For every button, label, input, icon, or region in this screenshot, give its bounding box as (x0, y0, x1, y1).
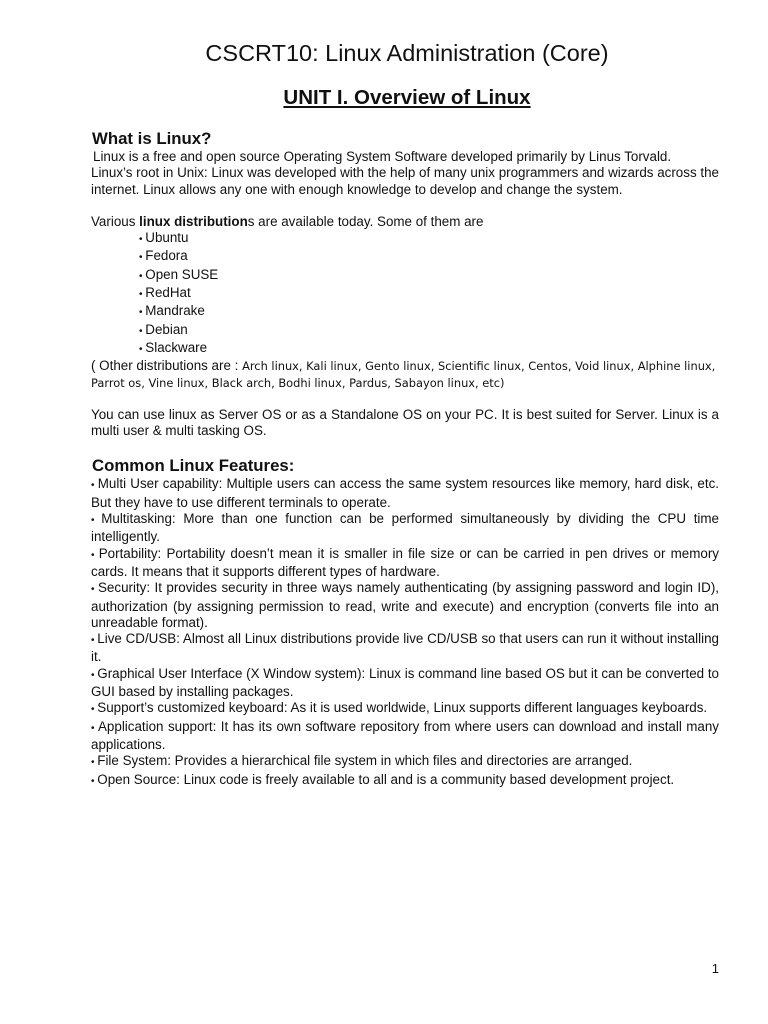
feature-item: • Application support: It has its own software repository from where users can download and install many applications. (91, 719, 719, 754)
feature-item: • Support’s customized keyboard: As it is used worldwide, Linux supports different languages keyboards. (91, 700, 719, 718)
spacer (91, 439, 719, 455)
list-item: • Slackware (139, 340, 719, 358)
distributions-intro (91, 214, 719, 230)
intro-paragraph: Linux is a free and open source Operating System Software developed primarily by Linus Torvald. (93, 149, 672, 164)
other-distributions (91, 358, 719, 391)
feature-item: • Security: It provides security in three ways namely authenticating (by assigning password and login ID), authorization (by assigning permission to read, write and execute) and encryption (converts file into an unreadable format). (91, 580, 719, 631)
content-body (91, 128, 719, 790)
feature-item: • Open Source: Linux code is freely available to all and is a community based development project. (91, 772, 719, 790)
unit-title: UNIT I. Overview of Linux (283, 86, 531, 109)
unix-roots-paragraph: Linux’s root in Unix: Linux was developed with the help of many unix programmers and wizards across the internet. Linux allows any one with enough knowledge to develop and change the system. (91, 165, 719, 197)
list-item: • Mandrake (139, 303, 719, 321)
feature-item: • Portability: Portability doesn’t mean it is smaller in file size or can be carried in pen drives or memory cards. It means that it supports different types of hardware. (91, 546, 719, 581)
other-distributions-list: Arch linux, Kali linux, Gento linux, Scientific linux, Centos, Void linux, Alphine linux, Parrot os, Vine linux, Black arch, Bodhi linux, Pardus, Sabayon linux, etc) (91, 359, 716, 390)
distributions-intro-prefix: Various (91, 213, 140, 229)
distribution-list (91, 230, 719, 358)
list-item: • Open SUSE (139, 267, 719, 285)
section-heading-features: Common Linux Features: (92, 456, 295, 476)
list-item: • Ubuntu (139, 230, 719, 248)
list-item: • Fedora (139, 248, 719, 266)
list-item: • RedHat (139, 285, 719, 303)
server-paragraph: You can use linux as Server OS or as a Standalone OS on your PC. It is best suited for Server. Linux is a multi user & multi tasking OS. (91, 406, 719, 439)
feature-item: • Multi User capability: Multiple users can access the same system resources like memory, hard disk, etc. But they have to use different terminals to operate. (91, 476, 719, 511)
feature-item: • Multitasking: More than one function can be performed simultaneously by dividing the CPU time intelligently. (91, 511, 719, 546)
spacer (91, 391, 719, 407)
page-number: 1 (711, 961, 719, 976)
list-item: • Debian (139, 322, 719, 340)
feature-item: • Graphical User Interface (X Window system): Linux is command line based OS but it can be converted to GUI based by installing packages. (91, 666, 719, 701)
section-heading-what-is-linux: What is Linux? (92, 129, 212, 148)
feature-list (91, 476, 719, 789)
other-distributions-prefix: ( Other distributions are : (91, 358, 243, 374)
course-title: CSCRT10: Linux Administration (Core) (205, 40, 609, 66)
distributions-intro-suffix: s are available today. Some of them are (247, 213, 484, 229)
feature-item: • File System: Provides a hierarchical file system in which files and directories are arranged. (91, 753, 719, 771)
feature-item: • Live CD/USB: Almost all Linux distributions provide live CD/USB so that users can run it without installing it. (91, 631, 719, 666)
distributions-intro-bold: linux distribution (139, 213, 248, 229)
spacer (91, 198, 719, 214)
